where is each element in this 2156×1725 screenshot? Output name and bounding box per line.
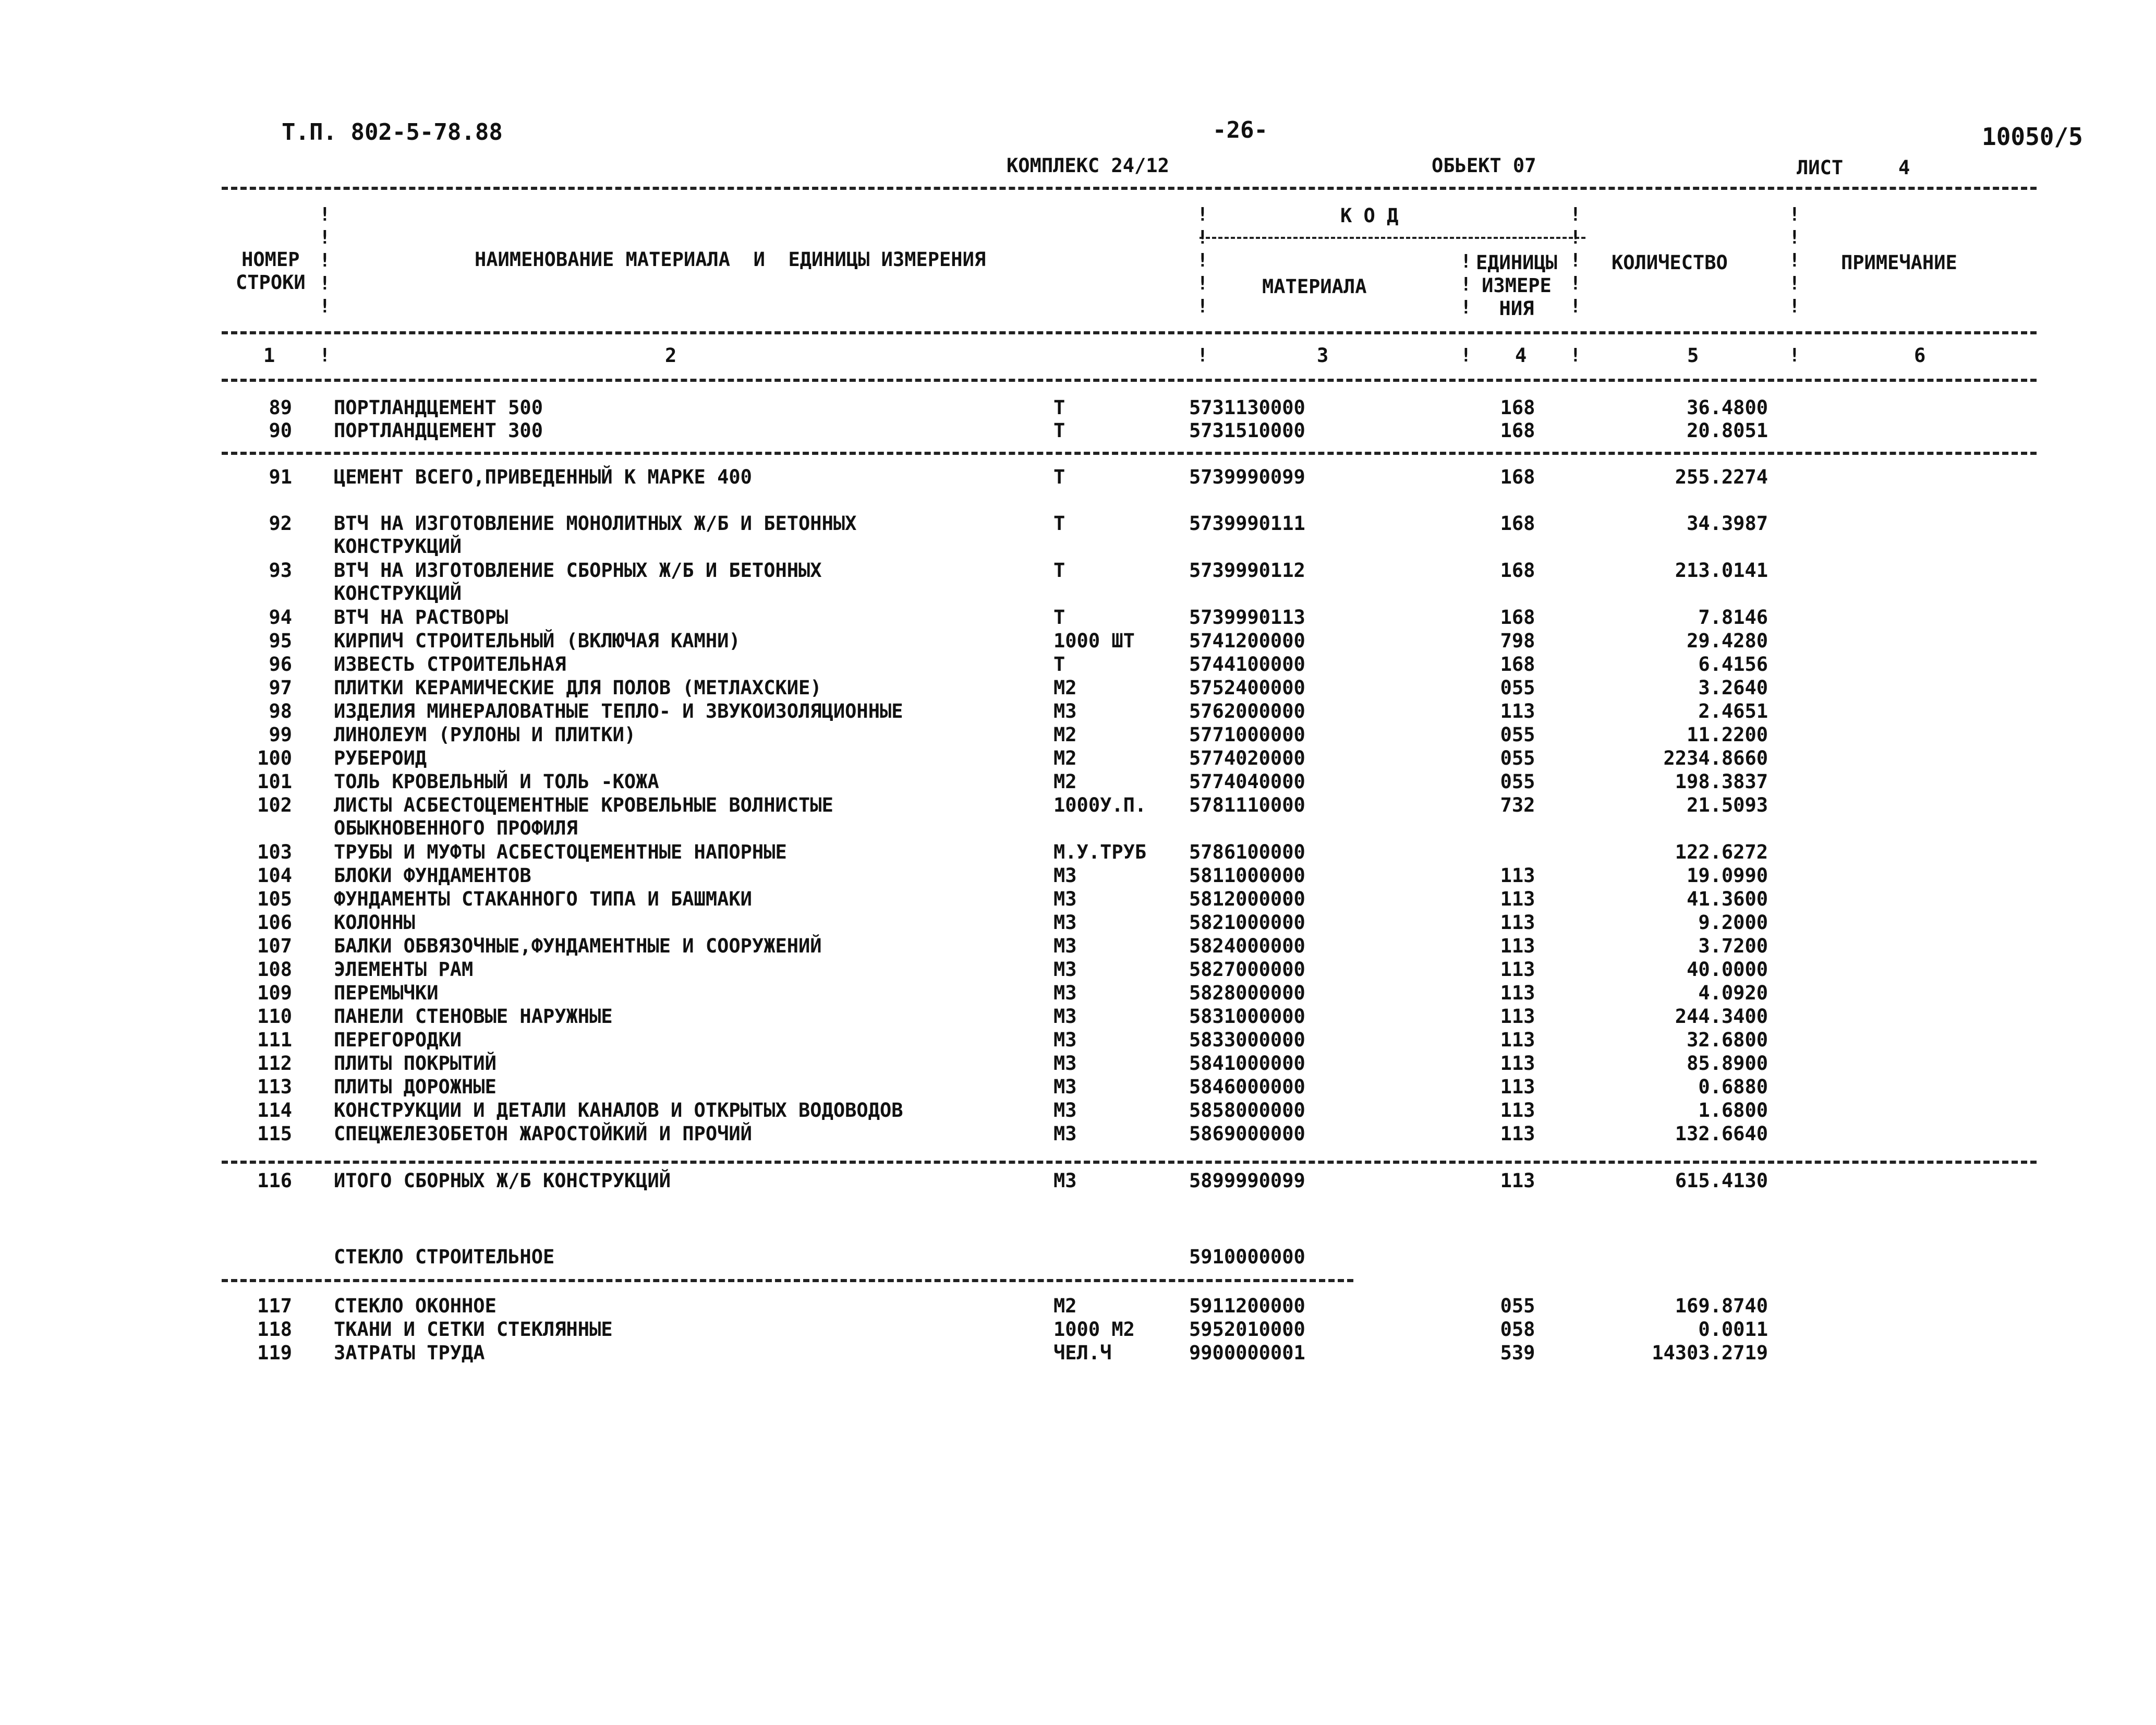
material-code: 5752400000	[1189, 677, 1305, 699]
row-number: 99	[269, 723, 292, 746]
row-number: 92	[269, 512, 292, 535]
quantity-value: 20.8051	[1687, 419, 1768, 442]
material-name: ЛИНОЛЕУМ (РУЛОНЫ И ПЛИТКИ)	[334, 723, 636, 746]
unit-code: 113	[1500, 700, 1535, 722]
section-rule-total	[222, 1161, 2037, 1164]
quantity-value: 2234.8660	[1663, 747, 1768, 769]
col-number-separators-3: !	[1460, 345, 1472, 366]
material-code: 9900000001	[1189, 1342, 1305, 1364]
material-code: 5824000000	[1189, 935, 1305, 957]
unit-of-measure: М2	[1053, 1295, 1077, 1317]
material-name: СТЕКЛО СТРОИТЕЛЬНОЕ	[334, 1246, 555, 1268]
separator-col1: ! ! ! ! !	[319, 204, 331, 317]
archive-number: 10050/5	[1982, 123, 2083, 151]
col-number-6: 6	[1914, 344, 1926, 367]
row-number: 90	[269, 419, 292, 442]
unit-code: 113	[1500, 911, 1535, 934]
quantity-value: 2.4651	[1698, 700, 1768, 722]
row-number: 100	[257, 747, 292, 769]
unit-of-measure: Т	[1053, 512, 1065, 535]
material-name: КИРПИЧ СТРОИТЕЛЬНЫЙ (ВКЛЮЧАЯ КАМНИ)	[334, 630, 741, 652]
material-code: 5812000000	[1189, 888, 1305, 910]
material-name: КОЛОННЫ	[334, 911, 415, 934]
unit-of-measure: М2	[1053, 747, 1077, 769]
material-code: 5910000000	[1189, 1246, 1305, 1268]
col-number-3: 3	[1317, 344, 1329, 367]
quantity-value: 3.2640	[1698, 677, 1768, 699]
material-name: ПЛИТЫ ПОКРЫТИЙ	[334, 1052, 496, 1075]
unit-of-measure: Т	[1053, 396, 1065, 419]
unit-code: 113	[1500, 935, 1535, 957]
col-number-separators-4: !	[1570, 345, 1581, 366]
project-code: Т.П. 802-5-78.88	[282, 119, 503, 146]
col-header-unit-code: ЕДИНИЦЫ ИЗМЕРЕ НИЯ	[1476, 251, 1557, 320]
material-code: 5869000000	[1189, 1123, 1305, 1145]
col-number-separators: !	[319, 345, 331, 366]
material-code: 5731130000	[1189, 396, 1305, 419]
col-number-5: 5	[1687, 344, 1699, 367]
unit-of-measure: М3	[1053, 1076, 1077, 1098]
unit-of-measure: Т	[1053, 606, 1065, 629]
unit-code: 168	[1500, 559, 1535, 582]
unit-code: 055	[1500, 677, 1535, 699]
row-number: 93	[269, 559, 292, 582]
material-name: СПЕЦЖЕЛЕЗОБЕТОН ЖАРОСТОЙКИЙ И ПРОЧИЙ	[334, 1123, 752, 1145]
row-number: 97	[269, 677, 292, 699]
material-code: 5744100000	[1189, 653, 1305, 675]
material-code: 5841000000	[1189, 1052, 1305, 1075]
unit-of-measure: М2	[1053, 723, 1077, 746]
material-code: 5831000000	[1189, 1005, 1305, 1028]
material-name: БАЛКИ ОБВЯЗОЧНЫЕ,ФУНДАМЕНТНЫЕ И СООРУЖЕНИЙ	[334, 935, 822, 957]
material-code: 5739990099	[1189, 466, 1305, 488]
unit-code: 113	[1500, 982, 1535, 1004]
quantity-value: 198.3837	[1675, 770, 1768, 793]
material-code: 5762000000	[1189, 700, 1305, 722]
row-number: 115	[257, 1123, 292, 1145]
row-number: 107	[257, 935, 292, 957]
row-number: 117	[257, 1295, 292, 1317]
col-number-separators-5: !	[1789, 345, 1800, 366]
row-number: 110	[257, 1005, 292, 1028]
section-rule-glass	[222, 1279, 1353, 1282]
material-name: ВТЧ НА ИЗГОТОВЛЕНИЕ СБОРНЫХ Ж/Б И БЕТОННЫХ КОНСТРУКЦИЙ	[334, 559, 822, 605]
unit-code: 113	[1500, 1169, 1535, 1192]
material-code: 5828000000	[1189, 982, 1305, 1004]
quantity-value: 19.0990	[1687, 864, 1768, 887]
row-number: 119	[257, 1342, 292, 1364]
material-code: 5811000000	[1189, 864, 1305, 887]
row-number: 109	[257, 982, 292, 1004]
row-number: 118	[257, 1318, 292, 1341]
row-number: 96	[269, 653, 292, 675]
unit-code: 168	[1500, 606, 1535, 629]
material-name: ЭЛЕМЕНТЫ РАМ	[334, 958, 474, 981]
unit-of-measure: М3	[1053, 1005, 1077, 1028]
material-code: 5771000000	[1189, 723, 1305, 746]
material-name: ЗАТРАТЫ ТРУДА	[334, 1342, 485, 1364]
material-name: РУБЕРОИД	[334, 747, 427, 769]
material-code: 5899990099	[1189, 1169, 1305, 1192]
material-code: 5739990112	[1189, 559, 1305, 582]
unit-code: 168	[1500, 466, 1535, 488]
unit-code: 055	[1500, 747, 1535, 769]
row-number: 105	[257, 888, 292, 910]
unit-of-measure: Т	[1053, 419, 1065, 442]
material-code: 5731510000	[1189, 419, 1305, 442]
unit-of-measure: М2	[1053, 677, 1077, 699]
quantity-value: 6.4156	[1698, 653, 1768, 675]
unit-code: 055	[1500, 1295, 1535, 1317]
quantity-value: 132.6640	[1675, 1123, 1768, 1145]
material-code: 5741200000	[1189, 630, 1305, 652]
unit-of-measure: М3	[1053, 911, 1077, 934]
quantity-value: 122.6272	[1675, 841, 1768, 863]
col-number-separators-2: !	[1197, 345, 1208, 366]
unit-code: 113	[1500, 888, 1535, 910]
row-number: 108	[257, 958, 292, 981]
unit-of-measure: М3	[1053, 888, 1077, 910]
sheet-number: 4	[1898, 156, 1910, 179]
unit-of-measure: М3	[1053, 982, 1077, 1004]
quantity-value: 0.0011	[1698, 1318, 1768, 1341]
material-code: 5739990113	[1189, 606, 1305, 629]
quantity-value: 34.3987	[1687, 512, 1768, 535]
unit-code: 113	[1500, 1029, 1535, 1051]
material-name: ПЕРЕМЫЧКИ	[334, 982, 439, 1004]
unit-of-measure: ЧЕЛ.Ч	[1053, 1342, 1112, 1364]
material-name: ТРУБЫ И МУФТЫ АСБЕСТОЦЕМЕНТНЫЕ НАПОРНЫЕ	[334, 841, 787, 863]
material-name: ТКАНИ И СЕТКИ СТЕКЛЯННЫЕ	[334, 1318, 613, 1341]
quantity-value: 21.5093	[1687, 794, 1768, 816]
col-header-material-name: НАИМЕНОВАНИЕ МАТЕРИАЛА И ЕДИНИЦЫ ИЗМЕРЕНИЯ	[475, 248, 986, 271]
material-name: ВТЧ НА ИЗГОТОВЛЕНИЕ МОНОЛИТНЫХ Ж/Б И БЕТОННЫХ КОНСТРУКЦИЙ	[334, 512, 857, 558]
unit-of-measure: М3	[1053, 1029, 1077, 1051]
table-top-rule	[222, 187, 2037, 190]
page-number: -26-	[1213, 117, 1268, 143]
quantity-value: 29.4280	[1687, 630, 1768, 652]
unit-of-measure: М3	[1053, 1052, 1077, 1075]
material-name: ФУНДАМЕНТЫ СТАКАННОГО ТИПА И БАШМАКИ	[334, 888, 752, 910]
row-number: 91	[269, 466, 292, 488]
material-name: ВТЧ НА РАСТВОРЫ	[334, 606, 508, 629]
row-number: 112	[257, 1052, 292, 1075]
separator-col2: ! ! ! ! !	[1197, 204, 1208, 317]
material-code: 5952010000	[1189, 1318, 1305, 1341]
quantity-value: 41.3600	[1687, 888, 1768, 910]
unit-code: 732	[1500, 794, 1535, 816]
unit-of-measure: Т	[1053, 466, 1065, 488]
unit-of-measure: М.У.ТРУБ	[1053, 841, 1147, 863]
col-number-2: 2	[665, 344, 677, 367]
row-number: 102	[257, 794, 292, 816]
unit-of-measure: М3	[1053, 1099, 1077, 1121]
row-number: 94	[269, 606, 292, 629]
quantity-value: 3.7200	[1698, 935, 1768, 957]
material-code: 5786100000	[1189, 841, 1305, 863]
unit-of-measure: М3	[1053, 1169, 1077, 1192]
code-group-rule	[1200, 237, 1585, 239]
material-name: ПЕРЕГОРОДКИ	[334, 1029, 462, 1051]
material-code: 5774040000	[1189, 770, 1305, 793]
quantity-value: 85.8900	[1687, 1052, 1768, 1075]
row-number: 116	[257, 1169, 292, 1192]
col-header-quantity: КОЛИЧЕСТВО	[1612, 251, 1728, 274]
quantity-value: 7.8146	[1698, 606, 1768, 629]
material-name: ПАНЕЛИ СТЕНОВЫЕ НАРУЖНЫЕ	[334, 1005, 613, 1028]
quantity-value: 40.0000	[1687, 958, 1768, 981]
quantity-value: 14303.2719	[1652, 1342, 1768, 1364]
unit-code: 798	[1500, 630, 1535, 652]
separator-col4: ! ! ! ! !	[1570, 204, 1581, 317]
unit-of-measure: 1000 М2	[1053, 1318, 1135, 1341]
unit-code: 168	[1500, 512, 1535, 535]
row-number: 95	[269, 630, 292, 652]
material-name: ИЗВЕСТЬ СТРОИТЕЛЬНАЯ	[334, 653, 566, 675]
unit-code: 168	[1500, 419, 1535, 442]
quantity-value: 213.0141	[1675, 559, 1768, 582]
material-code: 5781110000	[1189, 794, 1305, 816]
unit-code: 113	[1500, 1076, 1535, 1098]
material-name: БЛОКИ ФУНДАМЕНТОВ	[334, 864, 531, 887]
material-code: 5827000000	[1189, 958, 1305, 981]
unit-of-measure: М3	[1053, 958, 1077, 981]
material-name: ТОЛЬ КРОВЕЛЬНЫЙ И ТОЛЬ -КОЖА	[334, 770, 659, 793]
unit-code: 113	[1500, 1099, 1535, 1121]
quantity-value: 4.0920	[1698, 982, 1768, 1004]
row-number: 106	[257, 911, 292, 934]
unit-code: 055	[1500, 723, 1535, 746]
separator-col5: ! ! ! ! !	[1789, 204, 1800, 317]
col-header-note: ПРИМЕЧАНИЕ	[1841, 251, 1957, 274]
unit-code: 539	[1500, 1342, 1535, 1364]
unit-code: 113	[1500, 958, 1535, 981]
quantity-value: 615.4130	[1675, 1169, 1768, 1192]
unit-of-measure: М3	[1053, 700, 1077, 722]
material-name: ПОРТЛАНДЦЕМЕНТ 300	[334, 419, 543, 442]
quantity-value: 169.8740	[1675, 1295, 1768, 1317]
col-header-code-group: К О Д	[1340, 204, 1399, 227]
material-code: 5846000000	[1189, 1076, 1305, 1098]
material-name: ПЛИТКИ КЕРАМИЧЕСКИЕ ДЛЯ ПОЛОВ (МЕТЛАХСКИЕ)	[334, 677, 822, 699]
row-number: 103	[257, 841, 292, 863]
quantity-value: 32.6800	[1687, 1029, 1768, 1051]
row-number: 111	[257, 1029, 292, 1051]
material-name: КОНСТРУКЦИИ И ДЕТАЛИ КАНАЛОВ И ОТКРЫТЫХ ВОДОВОДОВ	[334, 1099, 903, 1121]
col-header-row-number: НОМЕР СТРОКИ	[236, 248, 306, 294]
row-number: 98	[269, 700, 292, 722]
material-code: 5911200000	[1189, 1295, 1305, 1317]
unit-of-measure: Т	[1053, 653, 1065, 675]
row-number: 113	[257, 1076, 292, 1098]
quantity-value: 9.2000	[1698, 911, 1768, 934]
col-number-4: 4	[1515, 344, 1527, 367]
unit-of-measure: М2	[1053, 770, 1077, 793]
object-label: ОБЬЕКТ 07	[1432, 154, 1536, 177]
material-name: ИЗДЕЛИЯ МИНЕРАЛОВАТНЫЕ ТЕПЛО- И ЗВУКОИЗОЛЯЦИОННЫЕ	[334, 700, 903, 722]
unit-code: 113	[1500, 1052, 1535, 1075]
material-code: 5739990111	[1189, 512, 1305, 535]
quantity-value: 255.2274	[1675, 466, 1768, 488]
material-code: 5858000000	[1189, 1099, 1305, 1121]
material-name: ПОРТЛАНДЦЕМЕНТ 500	[334, 396, 543, 419]
material-name: ЛИСТЫ АСБЕСТОЦЕМЕНТНЫЕ КРОВЕЛЬНЫЕ ВОЛНИСТЫЕ ОБЫКНОВЕННОГО ПРОФИЛЯ	[334, 794, 833, 839]
unit-code: 168	[1500, 396, 1535, 419]
unit-code: 058	[1500, 1318, 1535, 1341]
unit-code: 055	[1500, 770, 1535, 793]
material-code: 5833000000	[1189, 1029, 1305, 1051]
col-number-1: 1	[263, 344, 275, 367]
material-name: ИТОГО СБОРНЫХ Ж/Б КОНСТРУКЦИЙ	[334, 1169, 671, 1192]
row-number: 114	[257, 1099, 292, 1121]
material-name: ПЛИТЫ ДОРОЖНЫЕ	[334, 1076, 496, 1098]
material-code: 5774020000	[1189, 747, 1305, 769]
unit-code: 113	[1500, 1005, 1535, 1028]
quantity-value: 36.4800	[1687, 396, 1768, 419]
unit-of-measure: 1000У.П.	[1053, 794, 1147, 816]
header-bottom-rule	[222, 331, 2037, 334]
unit-of-measure: М3	[1053, 935, 1077, 957]
material-code: 5821000000	[1189, 911, 1305, 934]
quantity-value: 11.2200	[1687, 723, 1768, 746]
unit-code: 113	[1500, 1123, 1535, 1145]
material-name: СТЕКЛО ОКОННОЕ	[334, 1295, 496, 1317]
unit-of-measure: М3	[1053, 1123, 1077, 1145]
row-number: 89	[269, 396, 292, 419]
col-header-material-code: МАТЕРИАЛА	[1262, 275, 1367, 298]
unit-code: 113	[1500, 864, 1535, 887]
quantity-value: 244.3400	[1675, 1005, 1768, 1028]
sheet-label: ЛИСТ	[1797, 156, 1844, 179]
complex-label: КОМПЛЕКС 24/12	[1007, 154, 1169, 177]
unit-code: 168	[1500, 653, 1535, 675]
material-name: ЦЕМЕНТ ВСЕГО,ПРИВЕДЕННЫЙ К МАРКЕ 400	[334, 466, 752, 488]
unit-of-measure: 1000 ШТ	[1053, 630, 1135, 652]
unit-of-measure: Т	[1053, 559, 1065, 582]
unit-of-measure: М3	[1053, 864, 1077, 887]
row-number: 101	[257, 770, 292, 793]
section-rule-cement	[222, 452, 2037, 455]
quantity-value: 1.6800	[1698, 1099, 1768, 1121]
row-number: 104	[257, 864, 292, 887]
column-number-rule	[222, 379, 2037, 382]
quantity-value: 0.6880	[1698, 1076, 1768, 1098]
separator-col3: ! ! !	[1460, 251, 1472, 318]
